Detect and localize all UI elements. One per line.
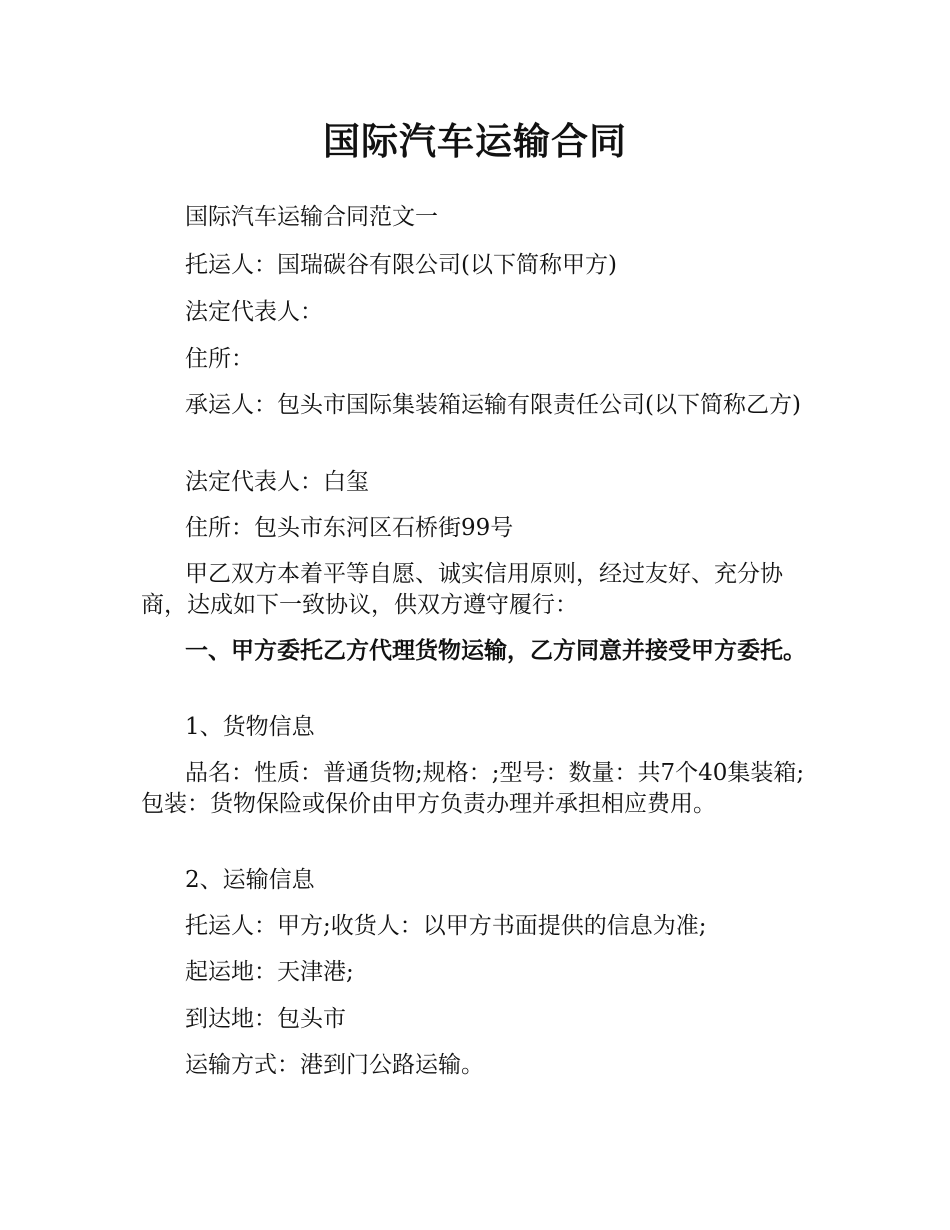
paragraph-template-heading: 国际汽车运输合同范文一 [185, 204, 438, 230]
paragraph-shipper-address: 住所： [185, 346, 254, 372]
paragraph-transport-mode: 运输方式：港到门公路运输。 [185, 1052, 484, 1078]
section-heading-entrustment: 一、甲方委托乙方代理货物运输，乙方同意并接受甲方委托。 [185, 638, 806, 664]
paragraph-carrier-legal-rep: 法定代表人：白玺 [185, 469, 369, 495]
paragraph-origin: 起运地：天津港; [185, 959, 354, 985]
paragraph-shipper-legal-rep: 法定代表人： [185, 299, 323, 325]
paragraph-carrier: 承运人：包头市国际集装箱运输有限责任公司(以下简称乙方) [185, 392, 801, 418]
paragraph-consignee: 托运人：甲方;收货人：以甲方书面提供的信息为准; [185, 913, 707, 939]
document-title: 国际汽车运输合同 [323, 120, 627, 163]
subheading-transport-info: 2、运输信息 [185, 867, 315, 893]
subheading-cargo-info: 1、货物信息 [185, 714, 315, 740]
paragraph-destination: 到达地：包头市 [185, 1006, 346, 1032]
paragraph-shipper: 托运人：国瑞碳谷有限公司(以下简称甲方) [185, 252, 617, 278]
paragraph-cargo-details: 品名：性质：普通货物;规格：;型号：数量：共7个40集装箱;包装：货物保险或保价由甲方负责办理并承担相应费用。 [141, 760, 805, 817]
paragraph-carrier-address: 住所：包头市东河区石桥街99号 [185, 515, 514, 541]
paragraph-agreement-preamble: 甲乙双方本着平等自愿、诚实信用原则，经过友好、充分协商，达成如下一致协议，供双方遵守履行： [141, 561, 783, 618]
